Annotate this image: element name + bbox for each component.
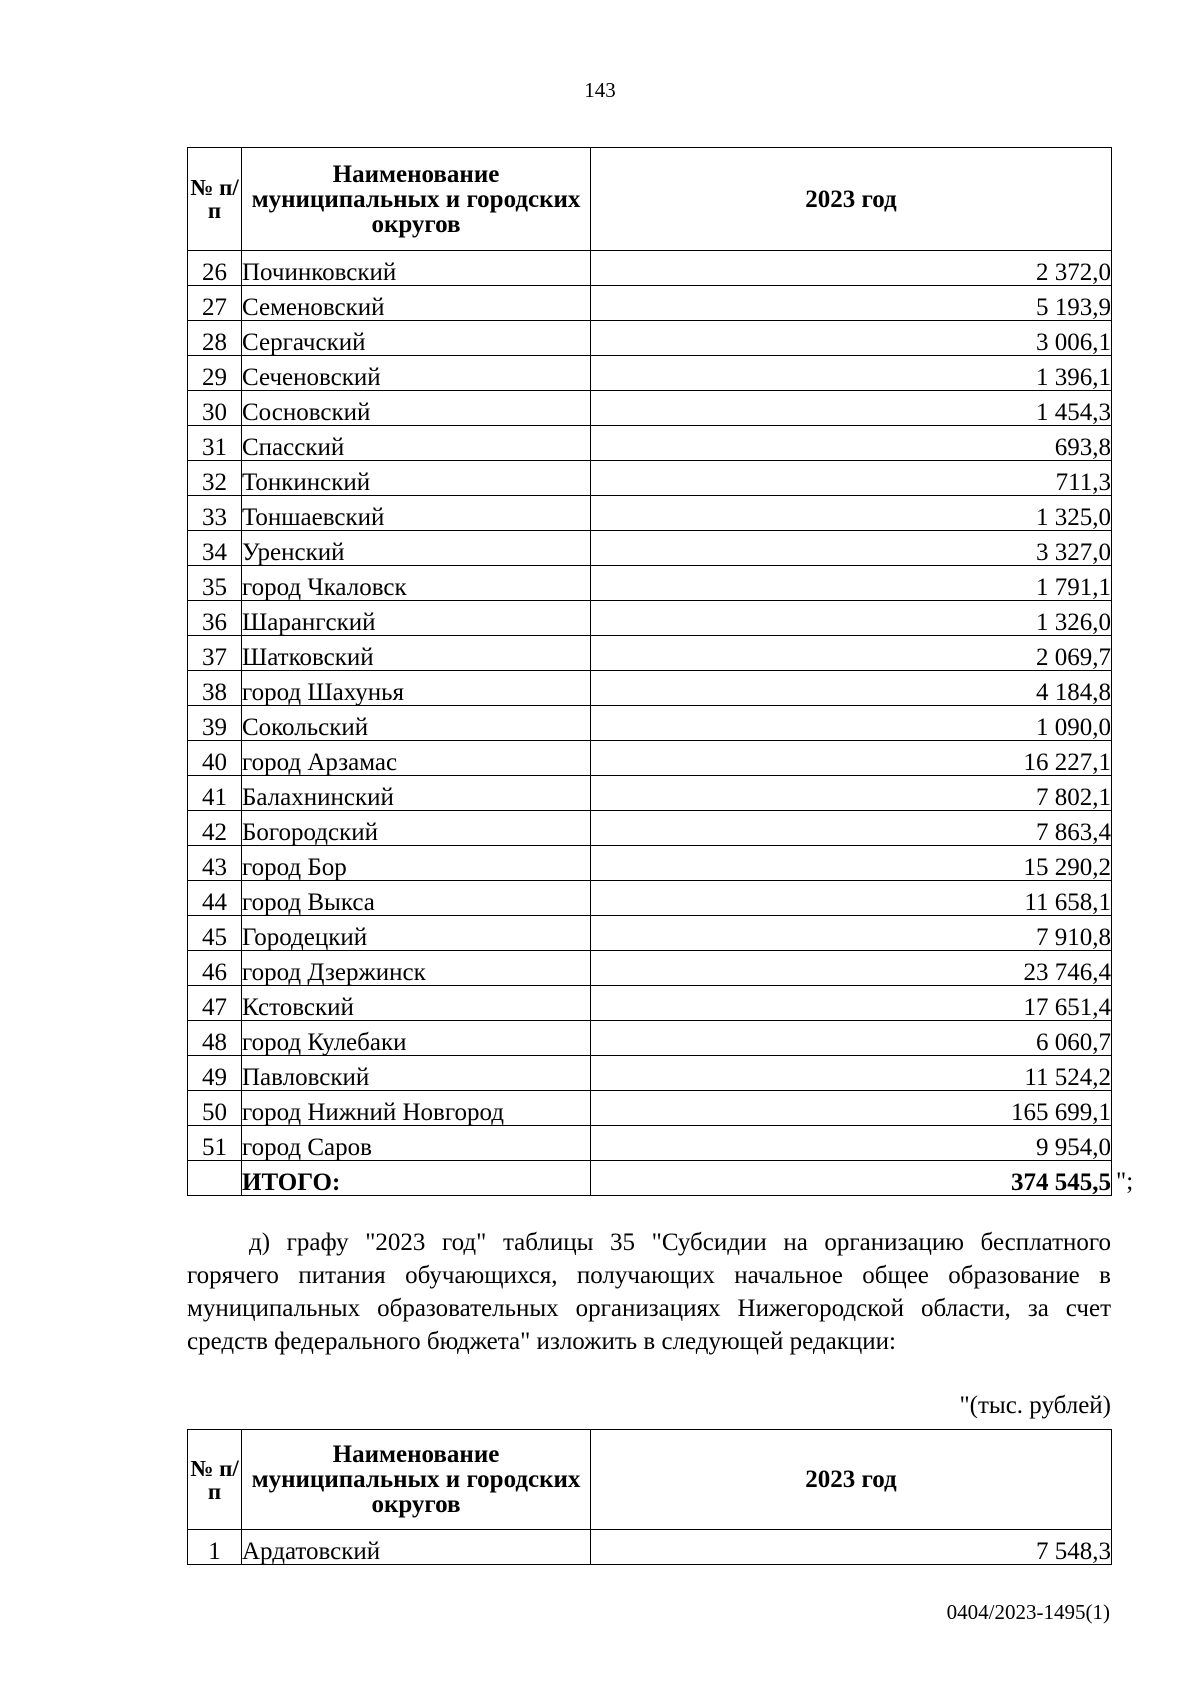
row-number: 49 (188, 1056, 242, 1091)
document-number: 0404/2023-1495(1) (946, 1600, 1110, 1624)
row-number: 31 (188, 426, 242, 461)
row-value: 1 791,1 (591, 566, 1112, 601)
row-value: 11 524,2 (591, 1056, 1112, 1091)
table-body (188, 1530, 1112, 1565)
district-name: город Нижний Новгород (242, 1091, 591, 1126)
row-number: 42 (188, 811, 242, 846)
row-value: 1 396,1 (591, 356, 1112, 391)
row-value: 1 326,0 (591, 601, 1112, 636)
district-name: город Арзамас (242, 741, 591, 776)
row-number: 36 (188, 601, 242, 636)
row-number: 28 (188, 321, 242, 356)
table-row (188, 426, 1112, 461)
row-number: 50 (188, 1091, 242, 1126)
district-name: Тонкинский (242, 461, 591, 496)
district-name: Богородский (242, 811, 591, 846)
district-name: Сосновский (242, 391, 591, 426)
row-number: 32 (188, 461, 242, 496)
district-name: Уренский (242, 531, 591, 566)
district-name: Павловский (242, 1056, 591, 1091)
row-number: 38 (188, 671, 242, 706)
table-row (188, 1126, 1112, 1161)
row-value: 3 006,1 (591, 321, 1112, 356)
row-number: 33 (188, 496, 242, 531)
row-number: 34 (188, 531, 242, 566)
table-row (188, 286, 1112, 321)
table-row (188, 951, 1112, 986)
district-name: город Саров (242, 1126, 591, 1161)
row-number: 35 (188, 566, 242, 601)
table-row (188, 356, 1112, 391)
row-value: 2 069,7 (591, 636, 1112, 671)
column-header-name: Наименование муниципальных и городских округов (242, 148, 591, 251)
table-row (188, 811, 1112, 846)
row-value: 11 658,1 (591, 881, 1112, 916)
table-row (188, 706, 1112, 741)
row-value: 693,8 (591, 426, 1112, 461)
row-value: 6 060,7 (591, 1021, 1112, 1056)
district-name: город Чкаловск (242, 566, 591, 601)
row-number: 45 (188, 916, 242, 951)
table-row (188, 741, 1112, 776)
row-value: 15 290,2 (591, 846, 1112, 881)
district-name: город Шахунья (242, 671, 591, 706)
table-row (188, 671, 1112, 706)
unit-label: "(тыс. рублей) (959, 1392, 1111, 1419)
row-number: 30 (188, 391, 242, 426)
table-row (188, 636, 1112, 671)
row-number: 41 (188, 776, 242, 811)
table-row (188, 881, 1112, 916)
district-name: Починковский (242, 251, 591, 286)
closing-quote-mark: "; (1116, 1168, 1134, 1195)
row-value: 9 954,0 (591, 1126, 1112, 1161)
table-header-row (188, 1430, 1112, 1530)
column-header-year: 2023 год (591, 1430, 1112, 1530)
table-body (188, 251, 1112, 1161)
district-name: Шарангский (242, 601, 591, 636)
table-row (188, 391, 1112, 426)
table-row (188, 1056, 1112, 1091)
table-row (188, 251, 1112, 286)
district-name: город Кулебаки (242, 1021, 591, 1056)
table-row (188, 496, 1112, 531)
row-number: 26 (188, 251, 242, 286)
table-row (188, 566, 1112, 601)
row-value: 711,3 (591, 461, 1112, 496)
row-number: 39 (188, 706, 242, 741)
district-name: Ардатовский (242, 1530, 591, 1565)
row-number: 43 (188, 846, 242, 881)
district-name: Городецкий (242, 916, 591, 951)
row-value: 23 746,4 (591, 951, 1112, 986)
column-header-year: 2023 год (591, 148, 1112, 251)
total-number-cell (188, 1161, 242, 1196)
row-value: 165 699,1 (591, 1091, 1112, 1126)
district-name: город Бор (242, 846, 591, 881)
row-number: 1 (188, 1530, 242, 1565)
table-row (188, 531, 1112, 566)
row-number: 37 (188, 636, 242, 671)
table-row (188, 601, 1112, 636)
row-value: 17 651,4 (591, 986, 1112, 1021)
total-row (188, 1161, 1112, 1196)
row-number: 40 (188, 741, 242, 776)
row-value: 1 325,0 (591, 496, 1112, 531)
row-value: 7 863,4 (591, 811, 1112, 846)
row-number: 27 (188, 286, 242, 321)
district-name: Сокольский (242, 706, 591, 741)
column-header-number: № п/п (188, 1430, 242, 1530)
row-number: 29 (188, 356, 242, 391)
row-value: 7 802,1 (591, 776, 1112, 811)
subsidy-table-continued (187, 147, 1112, 1196)
table-header-row (188, 148, 1112, 251)
district-name: город Дзержинск (242, 951, 591, 986)
table-row (188, 1530, 1112, 1565)
district-name: город Выкса (242, 881, 591, 916)
row-value: 5 193,9 (591, 286, 1112, 321)
page-number: 143 (584, 78, 616, 102)
table-row (188, 846, 1112, 881)
row-number: 48 (188, 1021, 242, 1056)
district-name: Сергачский (242, 321, 591, 356)
table-row (188, 1021, 1112, 1056)
row-value: 4 184,8 (591, 671, 1112, 706)
district-name: Спасский (242, 426, 591, 461)
paragraph-text: д) графу "2023 год" таблицы 35 "Субсидии на организацию бесплатного горячего питания обучающихся, получающих начальное общее образование в муниципальных образовательных организациях Нижегородской области, за счет средств федерального бюджета" изложить в следующей редакции: (187, 1229, 1111, 1355)
district-name: Семеновский (242, 286, 591, 321)
row-value: 3 327,0 (591, 531, 1112, 566)
total-label: ИТОГО: (242, 1161, 591, 1196)
column-header-number: № п/п (188, 148, 242, 251)
row-value: 2 372,0 (591, 251, 1112, 286)
row-number: 46 (188, 951, 242, 986)
table-row (188, 461, 1112, 496)
row-value: 1 090,0 (591, 706, 1112, 741)
district-name: Сеченовский (242, 356, 591, 391)
district-name: Шатковский (242, 636, 591, 671)
district-name: Тоншаевский (242, 496, 591, 531)
table-row (188, 776, 1112, 811)
district-name: Балахнинский (242, 776, 591, 811)
row-number: 44 (188, 881, 242, 916)
row-value: 1 454,3 (591, 391, 1112, 426)
row-number: 51 (188, 1126, 242, 1161)
table-row (188, 986, 1112, 1021)
table-row (188, 321, 1112, 356)
subsidy-table-35 (187, 1429, 1112, 1565)
column-header-name: Наименование муниципальных и городских округов (242, 1430, 591, 1530)
table-row (188, 1091, 1112, 1126)
total-value: 374 545,5 (591, 1161, 1112, 1196)
row-value: 7 910,8 (591, 916, 1112, 951)
row-value: 16 227,1 (591, 741, 1112, 776)
row-number: 47 (188, 986, 242, 1021)
amendment-paragraph (187, 1226, 1111, 1358)
row-value: 7 548,3 (591, 1530, 1112, 1565)
table-row (188, 916, 1112, 951)
district-name: Кстовский (242, 986, 591, 1021)
